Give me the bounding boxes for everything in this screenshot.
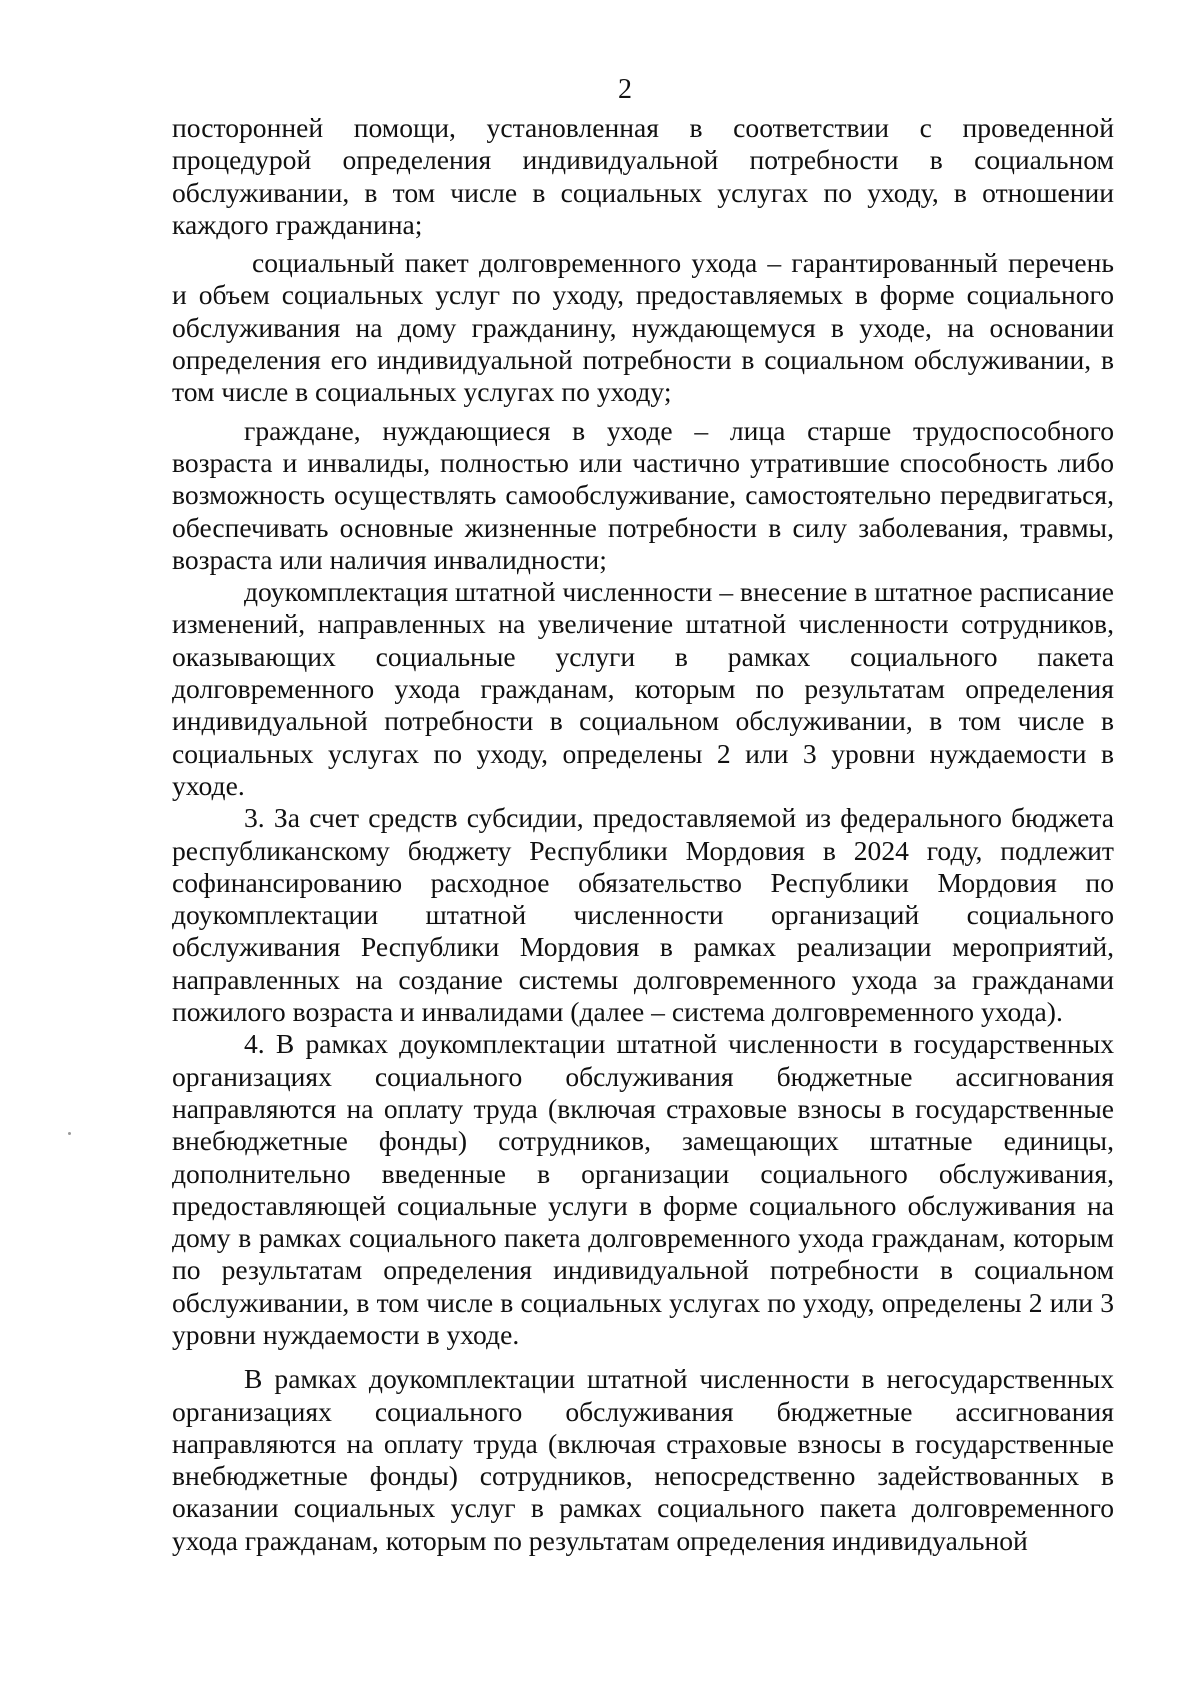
paragraph-clause-3-subsidy: 3. За счет средств субсидии, предоставляемой из федерального бюджета республиканскому бюджету Республики Мордовия в 2024 году, подлежит софинансированию расходное обязательство Республики Мордовия по доукомплектации штатной численности организаций социального обслуживания Республики Мордовия в рамках реализации мероприятий, направленных на создание системы долговременного ухода за гражданами пожилого возраста и инвалидами (далее – система долговременного ухода). — [172, 802, 1114, 1028]
page-number: 2 — [618, 74, 632, 105]
paragraph-citizens-needing-care-definition: граждане, нуждающиеся в уходе – лица старше трудоспособного возраста и инвалиды, полностью или частично утратившие способность либо возможность осуществлять самообслуживание, самостоятельно передвигаться, обеспечивать основные жизненные потребности в силу заболевания, травмы, возраста или наличия инвалидности; — [172, 414, 1114, 575]
paragraph-care-need-level-tail: посторонней помощи, установленная в соответствии с проведенной процедурой определения индивидуальной потребности в социальном обслуживании, в том числе в социальных услугах по уходу, в отношении каждого гражданина; — [172, 112, 1114, 240]
paragraph-clause-4-state-organizations: 4. В рамках доукомплектации штатной численности в государственных организациях социального обслуживания бюджетные ассигнования направляются на оплату труда (включая страховые взносы в государственные внебюджетные фонды) сотрудников, замещающих штатные единицы, дополнительно введенные в организации социального обслуживания, предоставляющей социальные услуги в форме социального обслуживания на дому в рамках социального пакета долговременного ухода гражданам, которым по результатам определения индивидуальной потребности в социальном обслуживании, в том числе в социальных услугах по уходу, определены 2 или 3 уровни нуждаемости в уходе. — [172, 1028, 1114, 1350]
paragraph-social-care-package-definition: социальный пакет долговременного ухода – гарантированный перечень и объем социальных услуг по уходу, предоставляемых в форме социального обслуживания на дому гражданину, нуждающемуся в уходе, на основании определения его индивидуальной потребности в социальном обслуживании, в том числе в социальных услугах по уходу; — [172, 247, 1114, 408]
document-body — [172, 112, 1114, 1557]
paragraph-non-state-organizations: В рамках доукомплектации штатной численности в негосударственных организациях социального обслуживания бюджетные ассигнования направляются на оплату труда (включая страховые взносы в государственные внебюджетные фонды) сотрудников, непосредственно задействованных в оказании социальных услуг в рамках социального пакета долговременного ухода гражданам, которым по результатам определения индивидуальной — [172, 1363, 1114, 1556]
paragraph-staffing-completion-definition: доукомплектация штатной численности – внесение в штатное расписание изменений, направленных на увеличение штатной численности сотрудников, оказывающих социальные услуги в рамках социального пакета долговременного ухода гражданам, которым по результатам определения индивидуальной потребности в социальном обслуживании, в том числе в социальных услугах по уходу, определены 2 или 3 уровни нуждаемости в уходе. — [172, 576, 1114, 801]
scan-speck — [68, 1132, 71, 1135]
